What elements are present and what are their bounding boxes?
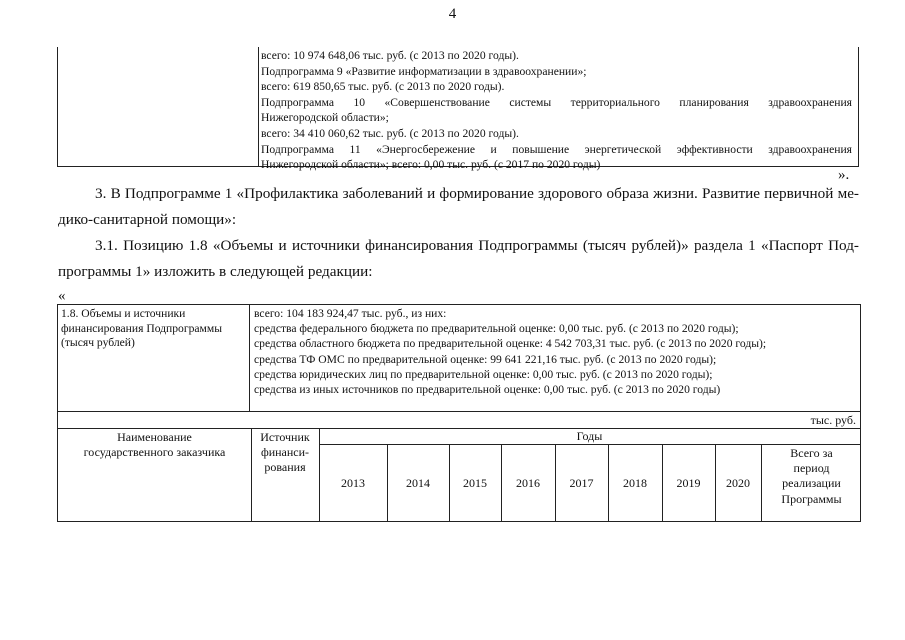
text-line: Нижегородской области»; <box>261 111 389 125</box>
text-line: Подпрограмма 9 «Развитие информатизации в здравоохранении»; <box>261 64 587 78</box>
opening-quote: « <box>58 288 66 304</box>
text-line: Подпрограмма 10 «Совершенствование системы территориального планирования здравоохранения <box>261 95 852 109</box>
table-right-column <box>261 48 852 173</box>
year-2018: 2018 <box>623 476 647 490</box>
text-line: всего: 34 410 060,62 тыс. руб. (с 2013 по 2020 годы). <box>261 126 519 140</box>
total-header <box>761 446 862 507</box>
total-header-line: Программы <box>781 491 842 506</box>
text-line: всего: 619 850,65 тыс. руб. (с 2013 по 2020 годы). <box>261 80 505 94</box>
text-line: средства из иных источников по предварительной оценке: 0,00 тыс. руб. (с 2013 по 2020 годы) <box>254 383 721 397</box>
source-header <box>251 430 319 475</box>
text-line: всего: 104 183 924,47 тыс. руб., из них: <box>254 307 447 320</box>
total-header-line: реализации <box>782 476 841 491</box>
year-2020: 2020 <box>726 476 750 490</box>
closing-quote: ». <box>838 167 850 183</box>
text-line: Нижегородской области»; всего: 0,00 тыс. руб. (с 2017 по 2020 годы) <box>261 158 601 172</box>
text-line: средства областного бюджета по предварительной оценке: 4 542 703,31 тыс. руб. (с 2013 по 2020 годы); <box>254 337 767 351</box>
customer-header <box>58 430 251 460</box>
year-2016: 2016 <box>516 476 540 490</box>
position-label: 1.8. Объемы и источники финансирования Подпрограммы (тысяч рублей) <box>58 305 250 411</box>
total-header-line: период <box>793 461 830 476</box>
year-2017: 2017 <box>569 476 594 490</box>
row-divider <box>319 444 860 445</box>
source-header-line: рования <box>264 460 306 474</box>
customer-header-line: Наименование <box>117 430 192 444</box>
position-1-8-table <box>57 304 861 412</box>
text-line: средства ТФ ОМС по предварительной оценке: 99 641 221,16 тыс. руб. (с 2013 по 2020 годы); <box>254 352 717 366</box>
text-line: всего: 10 974 648,06 тыс. руб. (с 2013 по 2020 годы). <box>261 49 519 62</box>
page-number: 4 <box>448 6 457 22</box>
text-line: средства федерального бюджета по предварительной оценке: 0,00 тыс. руб. (с 2013 по 2020 годы); <box>254 322 739 336</box>
position-value <box>254 306 856 397</box>
source-header-line: финанси- <box>260 445 310 459</box>
units-label: тыс. руб. <box>57 412 861 429</box>
text-line: Подпрограмма 11 «Энергосбережение и повышение энергетической эффективности здравоохранения <box>261 142 852 156</box>
paragraph-3-1-line-2: программы 1» изложить в следующей редакции: <box>58 263 373 280</box>
paragraph-3-line-2: дико-санитарной помощи»: <box>58 211 237 228</box>
paragraph-3-line-1: 3. В Подпрограмме 1 «Профилактика заболеваний и формирование здорового образа жизни. Развитие первичной ме- <box>95 185 859 202</box>
paragraph-3-1-line-1: 3.1. Позицию 1.8 «Объемы и источники финансирования Подпрограммы (тысяч рублей)» раздела 1 «Паспорт Под- <box>95 237 859 254</box>
year-2015: 2015 <box>463 476 487 490</box>
customer-header-line: государственного заказчика <box>83 445 226 459</box>
text-line: средства юридических лиц по предварительной оценке: 0,00 тыс. руб. (с 2013 по 2020 годы); <box>254 367 713 381</box>
programme-continuation-table <box>57 47 859 172</box>
years-header: Годы <box>576 429 603 443</box>
total-header-line: Всего за <box>790 446 833 460</box>
year-2019: 2019 <box>676 476 701 490</box>
source-header-line: Источник <box>260 430 310 444</box>
financing-header-table <box>57 428 861 522</box>
table-left-column <box>58 47 259 166</box>
year-2014: 2014 <box>406 476 430 490</box>
year-2013: 2013 <box>341 476 365 490</box>
